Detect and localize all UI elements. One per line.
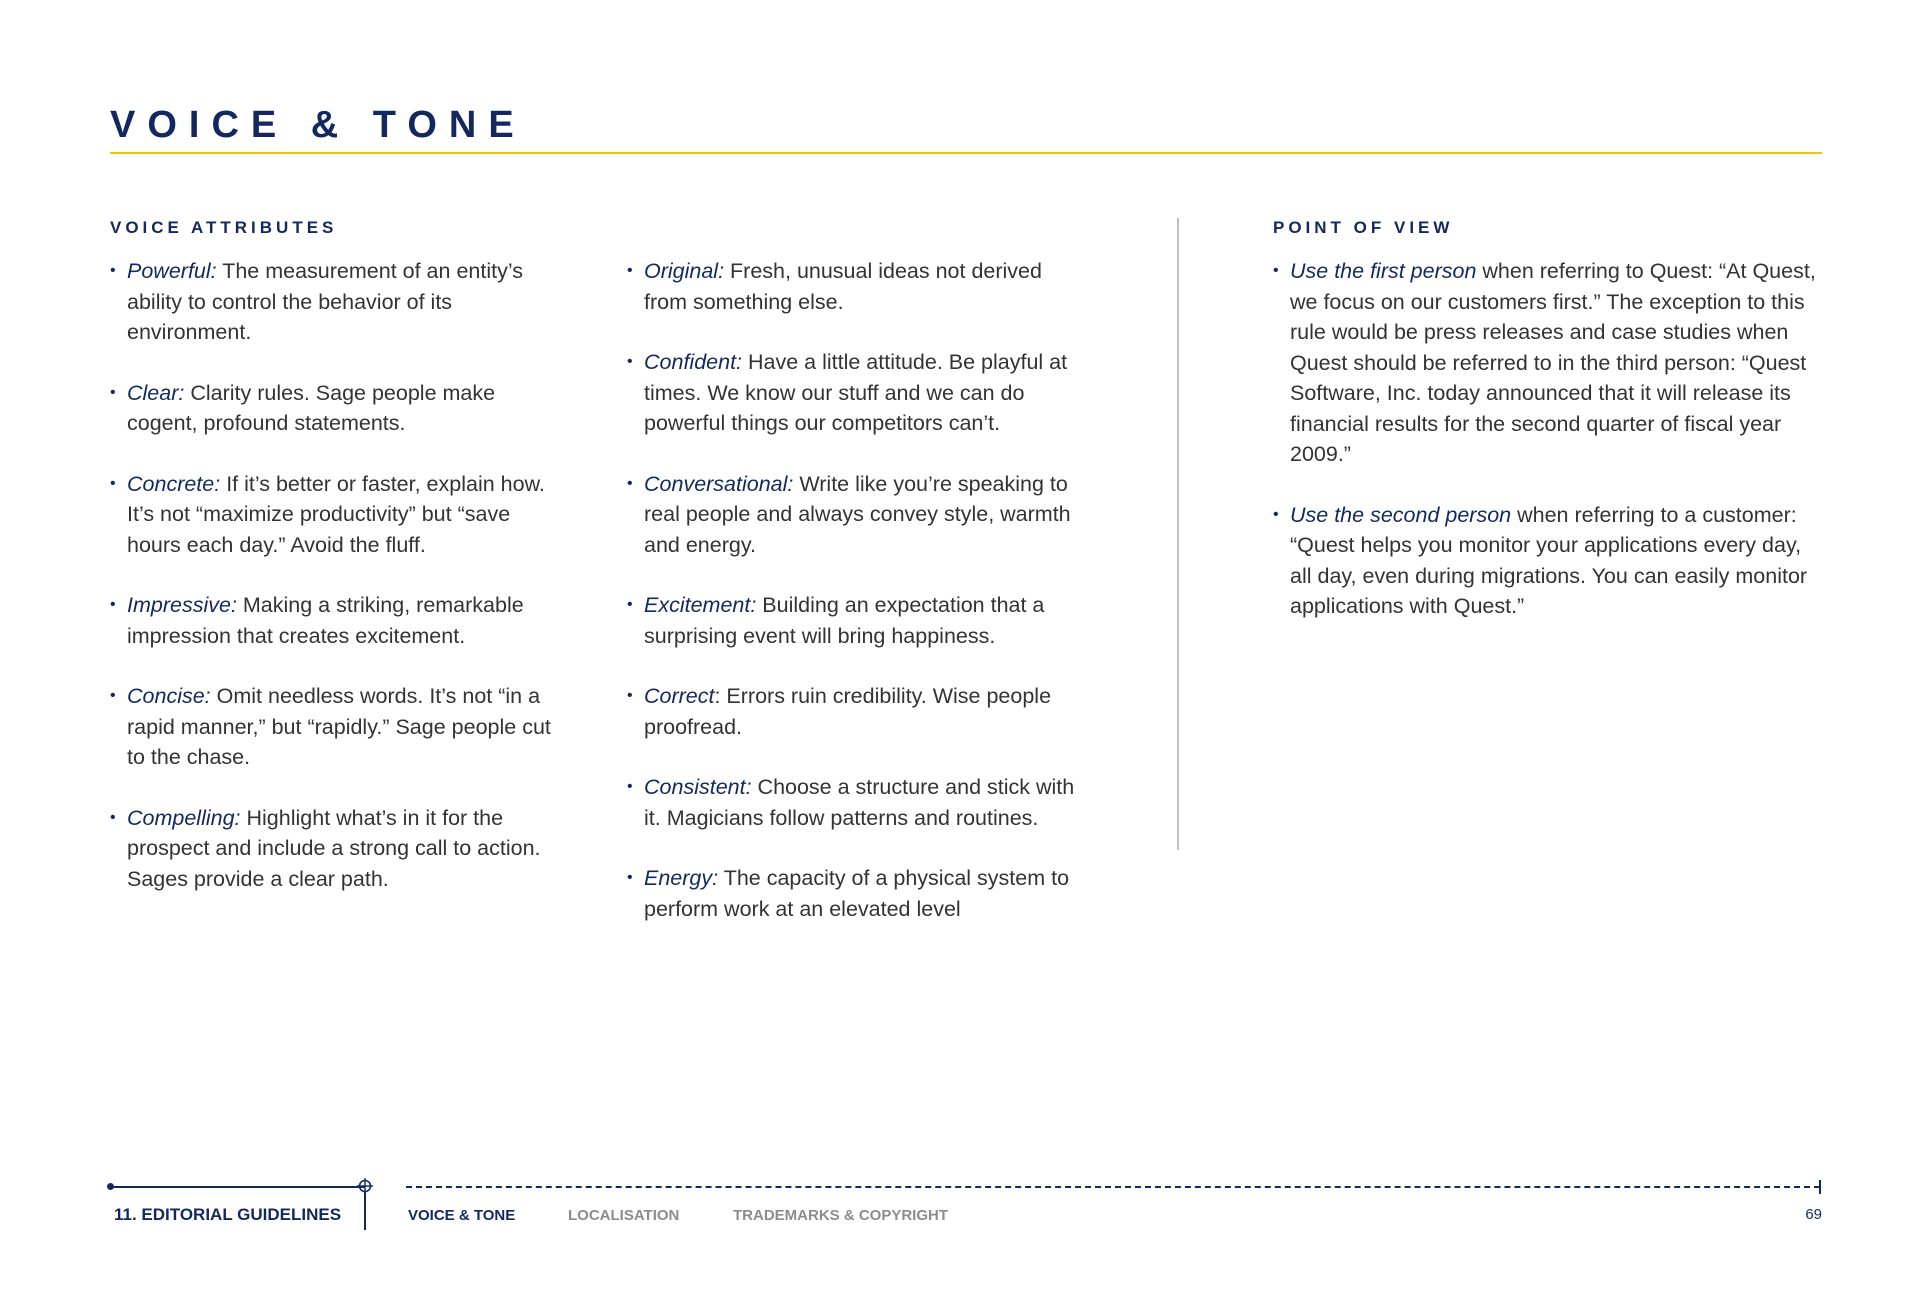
page-number: 69 xyxy=(1805,1206,1822,1223)
attribute-description: Have a little attitude. Be playful at times. We know our stuff and we can do powerful things our competitors can’t. xyxy=(644,350,1068,435)
attribute-description: Choose a structure and stick with it. Magicians follow patterns and routines. xyxy=(644,775,1075,830)
attribute-term: Original: xyxy=(644,259,725,283)
point-of-view-heading: POINT OF VIEW xyxy=(1273,218,1454,237)
attribute-term: Excitement: xyxy=(644,593,757,617)
attribute-description: Clarity rules. Sage people make cogent, profound statements. xyxy=(127,380,496,435)
footer-end-cap xyxy=(1819,1180,1821,1194)
list-item xyxy=(110,469,565,561)
attribute-list-2 xyxy=(627,256,1082,924)
list-item xyxy=(110,256,565,348)
footer-nav-voice-tone[interactable]: VOICE & TONE xyxy=(408,1207,516,1224)
attribute-term: Compelling: xyxy=(127,805,241,830)
attribute-description: Building an expectation that a surprising event will bring happiness. xyxy=(644,593,1045,648)
attribute-term: Impressive: xyxy=(127,593,237,617)
attribute-list-1 xyxy=(110,256,565,894)
list-item xyxy=(627,681,1082,742)
point-of-view-term: Use the second person xyxy=(1290,502,1512,527)
column-divider xyxy=(1177,218,1179,850)
attribute-term: Confident: xyxy=(644,350,743,374)
attribute-term: Consistent: xyxy=(644,775,752,799)
attribute-description: : Errors ruin credibility. Wise people proofread. xyxy=(644,684,1052,739)
attribute-description: If it’s better or faster, explain how. It’s not “maximize productivity” but “save hours each day.” Avoid the fluff. xyxy=(127,471,545,557)
list-item xyxy=(627,469,1082,561)
list-item xyxy=(627,772,1082,833)
attribute-term: Powerful: xyxy=(127,259,217,283)
point-of-view-column xyxy=(1273,256,1828,652)
attribute-term: Clear: xyxy=(127,380,185,405)
list-item xyxy=(1273,500,1828,622)
attribute-description: The capacity of a physical system to perform work at an elevated level xyxy=(644,866,1070,921)
attribute-term: Concrete: xyxy=(127,471,221,496)
list-item xyxy=(1273,256,1828,470)
point-of-view-term: Use the first person xyxy=(1290,259,1477,283)
attribute-description: Write like you’re speaking to real people and always convey style, warmth and energy. xyxy=(644,471,1071,557)
voice-attributes-column-2 xyxy=(627,256,1082,954)
point-of-view-list xyxy=(1273,256,1828,622)
list-item xyxy=(110,803,565,895)
page-title: VOICE & TONE xyxy=(110,104,526,146)
attribute-description: Highlight what’s in it for the prospect and include a strong call to action. Sages provide a clear path. xyxy=(127,805,541,891)
footer-nav-localisation[interactable]: LOCALISATION xyxy=(568,1207,680,1224)
footer-section-title: 11. EDITORIAL GUIDELINES xyxy=(114,1205,342,1224)
point-of-view-description: when referring to a customer: “Quest helps you monitor your applications every day, all day, even during migrations. You can easily monitor applications with Quest.” xyxy=(1290,502,1808,618)
attribute-term: Correct xyxy=(644,684,715,708)
attribute-term: Concise: xyxy=(127,684,211,708)
title-rule xyxy=(110,152,1822,154)
list-item xyxy=(110,590,565,651)
list-item xyxy=(110,681,565,773)
list-item xyxy=(627,863,1082,924)
attribute-description: Omit needless words. It’s not “in a rapid manner,” but “rapidly.” Sage people cut to the chase. xyxy=(127,684,551,769)
footer-nav-trademarks-copyright[interactable]: TRADEMARKS & COPYRIGHT xyxy=(733,1207,949,1224)
list-item xyxy=(627,590,1082,651)
point-of-view-description: when referring to Quest: “At Quest, we focus on our customers first.” The exception to this rule would be press releases and case studies when Quest should be referred to in the third person: “Quest Software, Inc. today announced that it will release its financial results for the second quarter of fiscal year 2009.” xyxy=(1290,259,1816,466)
footer-divider xyxy=(364,1192,366,1230)
list-item xyxy=(627,347,1082,439)
attribute-term: Energy: xyxy=(644,866,719,890)
attribute-description: The measurement of an entity’s ability to control the behavior of its environment. xyxy=(127,259,523,344)
list-item xyxy=(627,256,1082,317)
footer-dashed-rule xyxy=(406,1186,1820,1188)
voice-attributes-column-1 xyxy=(110,256,565,924)
voice-attributes-heading: VOICE ATTRIBUTES xyxy=(110,218,338,237)
list-item xyxy=(110,378,565,439)
attribute-description: Making a striking, remarkable impression that creates excitement. xyxy=(127,593,524,648)
footer-rule xyxy=(110,1186,365,1188)
attribute-description: Fresh, unusual ideas not derived from something else. xyxy=(644,259,1042,314)
attribute-term: Conversational: xyxy=(644,471,794,496)
